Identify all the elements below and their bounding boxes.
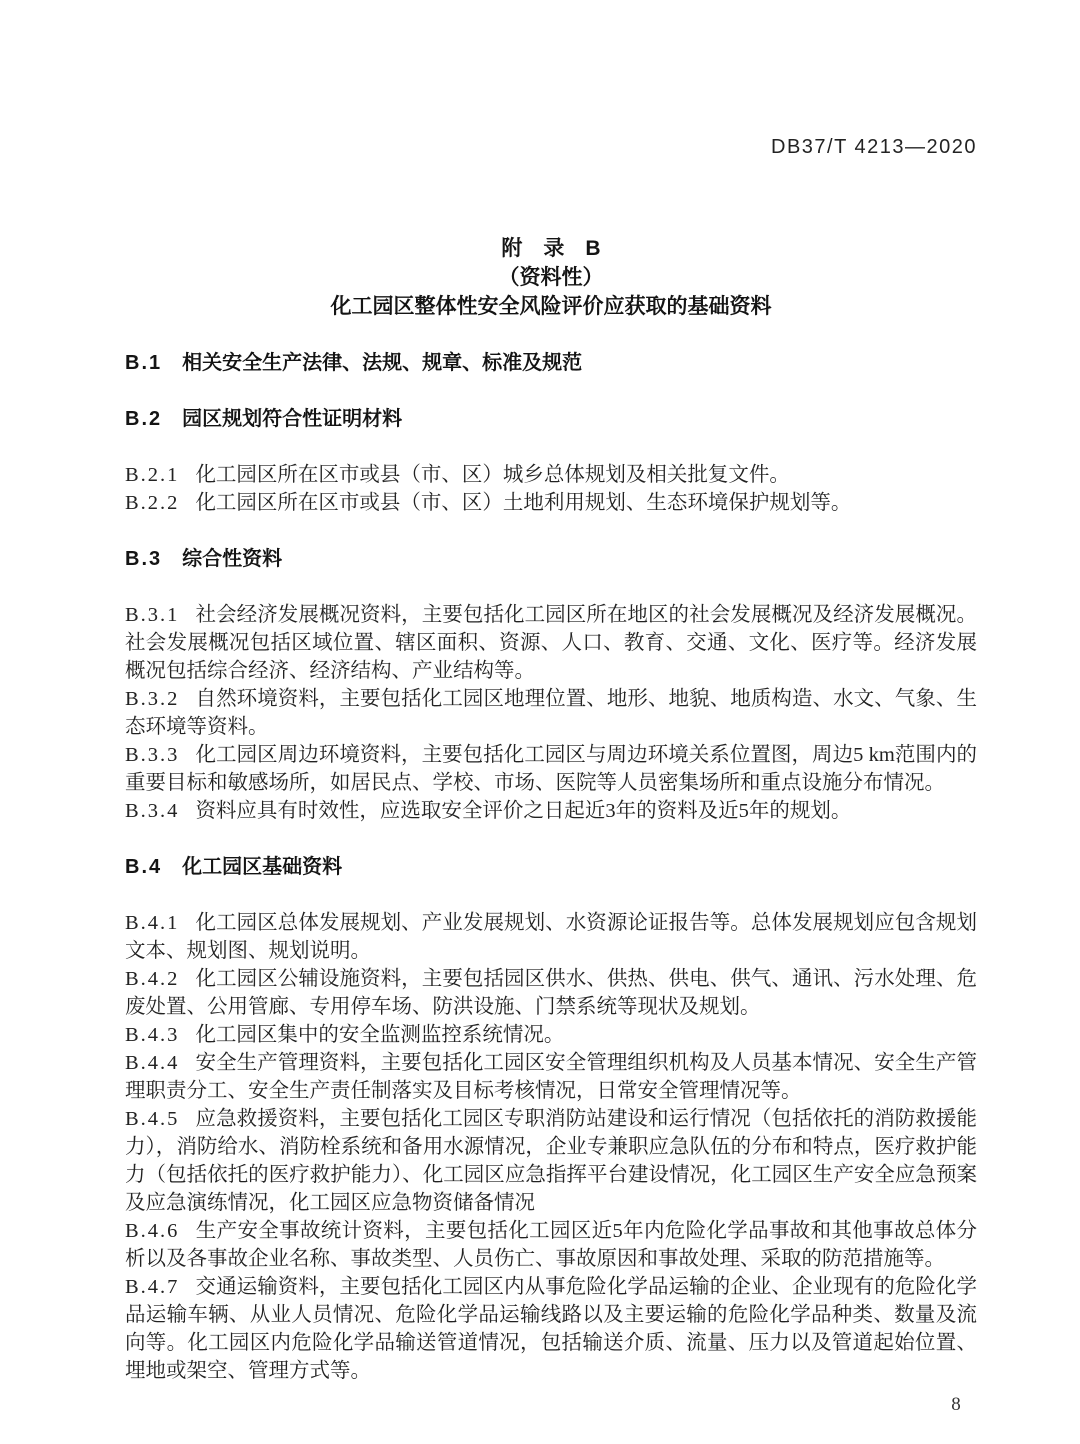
- standard-number: DB37/T 4213—2020: [771, 136, 977, 158]
- clause-text: 化工园区所在区市或县（市、区）城乡总体规划及相关批复文件。: [195, 464, 790, 486]
- section-heading: [125, 545, 977, 573]
- clause-text: 生产安全事故统计资料，主要包括化工园区近5年内危险化学品事故和其他事故总体分析以及各事故企业名称、事故类型、人员伤亡、事故原因和事故处理、采取的防范措施等。: [125, 1220, 977, 1270]
- clause-text: 资料应具有时效性，应选取安全评价之日起近3年的资料及近5年的规划。: [195, 800, 852, 822]
- clause-b2-1: [125, 461, 977, 489]
- clause-b4-6: [125, 1217, 977, 1273]
- section-title: 相关安全生产法律、法规、规章、标准及规范: [182, 352, 583, 374]
- section-title: 综合性资料: [182, 548, 283, 570]
- clause-text: 安全生产管理资料，主要包括化工园区安全管理组织机构及人员基本情况、安全生产管理职责分工、安全生产责任制落实及目标考核情况，日常安全管理情况等。: [125, 1052, 977, 1102]
- clause-b2-2: [125, 489, 977, 517]
- clause-number: B.4.5: [125, 1108, 180, 1130]
- clause-b4-2: [125, 965, 977, 1021]
- clause-b4-5: [125, 1105, 977, 1217]
- section-b1: [125, 349, 977, 377]
- clause-number: B.4.2: [125, 968, 180, 990]
- clause-b3-2: [125, 685, 977, 741]
- section-heading: [125, 349, 977, 377]
- clause-number: B.3.3: [125, 744, 180, 766]
- clause-text: 化工园区公辅设施资料，主要包括园区供水、供热、供电、供气、通讯、污水处理、危废处置、公用管廊、专用停车场、防洪设施、门禁系统等现状及规划。: [125, 968, 977, 1018]
- page-content: [125, 234, 977, 1385]
- section-title: 园区规划符合性证明材料: [182, 408, 403, 430]
- section-b2: [125, 405, 977, 517]
- section-b4: [125, 853, 977, 1385]
- section-heading: [125, 405, 977, 433]
- clause-number: B.3.2: [125, 688, 180, 710]
- clause-number: B.4.4: [125, 1052, 180, 1074]
- clause-text: 社会经济发展概况资料，主要包括化工园区所在地区的社会发展概况及经济发展概况。社会发展概况包括区域位置、辖区面积、资源、人口、教育、交通、文化、医疗等。经济发展概况包括综合经济、经济结构、产业结构等。: [125, 604, 977, 682]
- clause-number: B.4.6: [125, 1220, 180, 1242]
- clause-b4-7: [125, 1273, 977, 1385]
- clause-text: 化工园区周边环境资料，主要包括化工园区与周边环境关系位置图，周边5 km范围内的重要目标和敏感场所，如居民点、学校、市场、医院等人员密集场所和重点设施分布情况。: [125, 744, 977, 794]
- section-number: B.1: [125, 352, 163, 374]
- clause-b4-1: [125, 909, 977, 965]
- clause-number: B.4.3: [125, 1024, 180, 1046]
- appendix-title-block: [125, 234, 977, 321]
- page-number: 8: [951, 1394, 961, 1415]
- clause-number: B.2.2: [125, 492, 180, 514]
- clause-text: 自然环境资料，主要包括化工园区地理位置、地形、地貌、地质构造、水文、气象、生态环境等资料。: [125, 688, 977, 738]
- clause-text: 化工园区总体发展规划、产业发展规划、水资源论证报告等。总体发展规划应包含规划文本、规划图、规划说明。: [125, 912, 977, 962]
- section-heading: [125, 853, 977, 881]
- section-number: B.3: [125, 548, 163, 570]
- clause-b4-3: [125, 1021, 977, 1049]
- appendix-subject: 化工园区整体性安全风险评价应获取的基础资料: [330, 295, 772, 318]
- clause-b3-4: [125, 797, 977, 825]
- section-b3: [125, 545, 977, 825]
- clause-number: B.3.4: [125, 800, 180, 822]
- clause-text: 化工园区所在区市或县（市、区）土地利用规划、生态环境保护规划等。: [195, 492, 852, 514]
- clause-text: 化工园区集中的安全监测监控系统情况。: [195, 1024, 565, 1046]
- clause-number: B.2.1: [125, 464, 180, 486]
- clause-text: 应急救援资料，主要包括化工园区专职消防站建设和运行情况（包括依托的消防救援能力），消防给水、消防栓系统和备用水源情况，企业专兼职应急队伍的分布和特点，医疗救护能力（包括依托的医疗救护能力）、化工园区应急指挥平台建设情况，化工园区生产安全应急预案及应急演练情况，化工园区应急物资储备情况: [125, 1108, 977, 1214]
- clause-b3-3: [125, 741, 977, 797]
- section-title: 化工园区基础资料: [182, 856, 343, 878]
- appendix-type: （资料性）: [498, 266, 604, 289]
- clause-b3-1: [125, 601, 977, 685]
- clause-b4-4: [125, 1049, 977, 1105]
- clause-number: B.4.1: [125, 912, 180, 934]
- section-number: B.4: [125, 856, 163, 878]
- clause-text: 交通运输资料，主要包括化工园区内从事危险化学品运输的企业、企业现有的危险化学品运输车辆、从业人员情况、危险化学品运输线路以及主要运输的危险化学品种类、数量及流向等。化工园区内危险化学品输送管道情况，包括输送介质、流量、压力以及管道起始位置、埋地或架空、管理方式等。: [125, 1276, 977, 1382]
- clause-number: B.3.1: [125, 604, 180, 626]
- clause-number: B.4.7: [125, 1276, 180, 1298]
- appendix-label: 附 录 B: [501, 237, 601, 260]
- section-number: B.2: [125, 408, 163, 430]
